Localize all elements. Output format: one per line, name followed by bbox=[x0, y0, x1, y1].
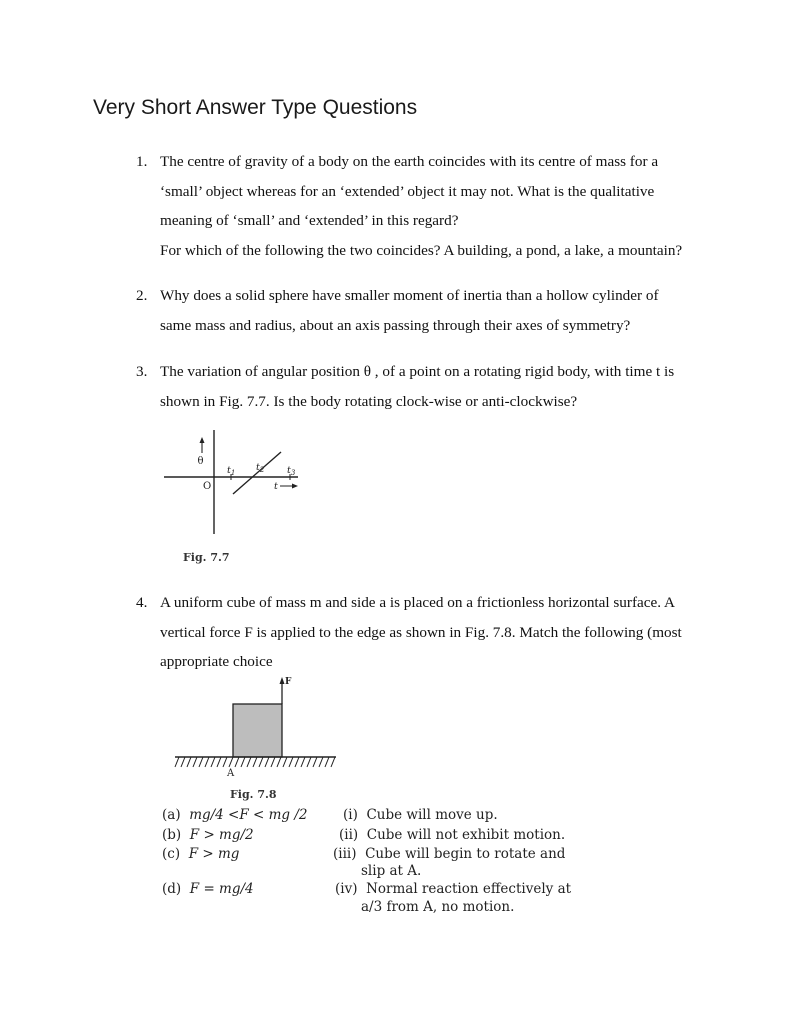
match-left-a: (a) mg/4 <F < mg /2 bbox=[162, 807, 308, 823]
question-line: The variation of angular position θ , of a point on a rotating rigid body, with time t is bbox=[160, 363, 675, 380]
match-left-b: (b) F > mg/2 bbox=[162, 827, 254, 843]
time-arrow-head bbox=[292, 484, 298, 489]
t2-label: $t_2$ bbox=[256, 462, 265, 474]
match-left-c: (c) F > mg bbox=[162, 846, 240, 862]
theta-arrow-head bbox=[200, 437, 205, 443]
point-a-label: A bbox=[227, 768, 235, 779]
question-line: shown in Fig. 7.7. Is the body rotating clock-wise or anti-clockwise? bbox=[160, 392, 578, 410]
question-4 bbox=[136, 588, 716, 677]
ground-hatching bbox=[175, 757, 335, 767]
time-label: t bbox=[274, 481, 278, 492]
match-right-i: (i) Cube will move up. bbox=[343, 807, 498, 823]
cube bbox=[233, 704, 282, 757]
t3-label: $t_3$ bbox=[287, 465, 296, 477]
question-line: ‘small’ object whereas for an ‘extended’ object it may not. What is the qualitative bbox=[160, 182, 655, 200]
question-3 bbox=[136, 357, 716, 416]
question-line: The centre of gravity of a body on the earth coincides with its centre of mass for a bbox=[160, 153, 659, 170]
question-line: meaning of ‘small’ and ‘extended’ in this regard? bbox=[160, 212, 459, 229]
question-number: 4. bbox=[136, 594, 148, 611]
question-1 bbox=[136, 147, 716, 265]
force-label: F bbox=[285, 677, 292, 687]
question-line: A uniform cube of mass m and side a is placed on a frictionless horizontal surface. A bbox=[160, 594, 675, 611]
fig-7-7-caption: Fig. 7.7 bbox=[183, 551, 230, 564]
question-number: 3. bbox=[136, 363, 148, 380]
question-line: Why does a solid sphere have smaller moment of inertia than a hollow cylinder of bbox=[160, 287, 659, 304]
match-right-iii-cont: slip at A. bbox=[361, 863, 422, 879]
match-right-iii: (iii) Cube will begin to rotate and bbox=[333, 846, 566, 862]
force-arrow-head bbox=[280, 677, 285, 684]
match-right-iv-cont: a/3 from A, no motion. bbox=[361, 899, 515, 915]
question-line: vertical force F is applied to the edge as shown in Fig. 7.8. Match the following (most bbox=[160, 623, 682, 641]
figure-7-7 bbox=[160, 428, 310, 538]
t1-label: $t_1$ bbox=[227, 465, 236, 477]
question-line: For which of the following the two coincides? A building, a pond, a lake, a mountain? bbox=[160, 241, 683, 259]
page-heading: Very Short Answer Type Questions bbox=[93, 96, 418, 119]
theta-label: θ bbox=[197, 456, 204, 467]
question-number: 2. bbox=[136, 287, 148, 304]
question-line: same mass and radius, about an axis passing through their axes of symmetry? bbox=[160, 316, 631, 334]
origin-label: O bbox=[203, 481, 212, 492]
question-line: appropriate choice bbox=[160, 653, 273, 670]
match-left-d: (d) F = mg/4 bbox=[162, 881, 254, 897]
question-2 bbox=[136, 281, 716, 340]
fig-7-8-caption: Fig. 7.8 bbox=[230, 788, 277, 801]
match-right-ii: (ii) Cube will not exhibit motion. bbox=[339, 827, 566, 843]
match-right-iv: (iv) Normal reaction effectively at bbox=[335, 881, 572, 897]
figure-7-8 bbox=[170, 672, 350, 782]
question-number: 1. bbox=[136, 153, 148, 170]
